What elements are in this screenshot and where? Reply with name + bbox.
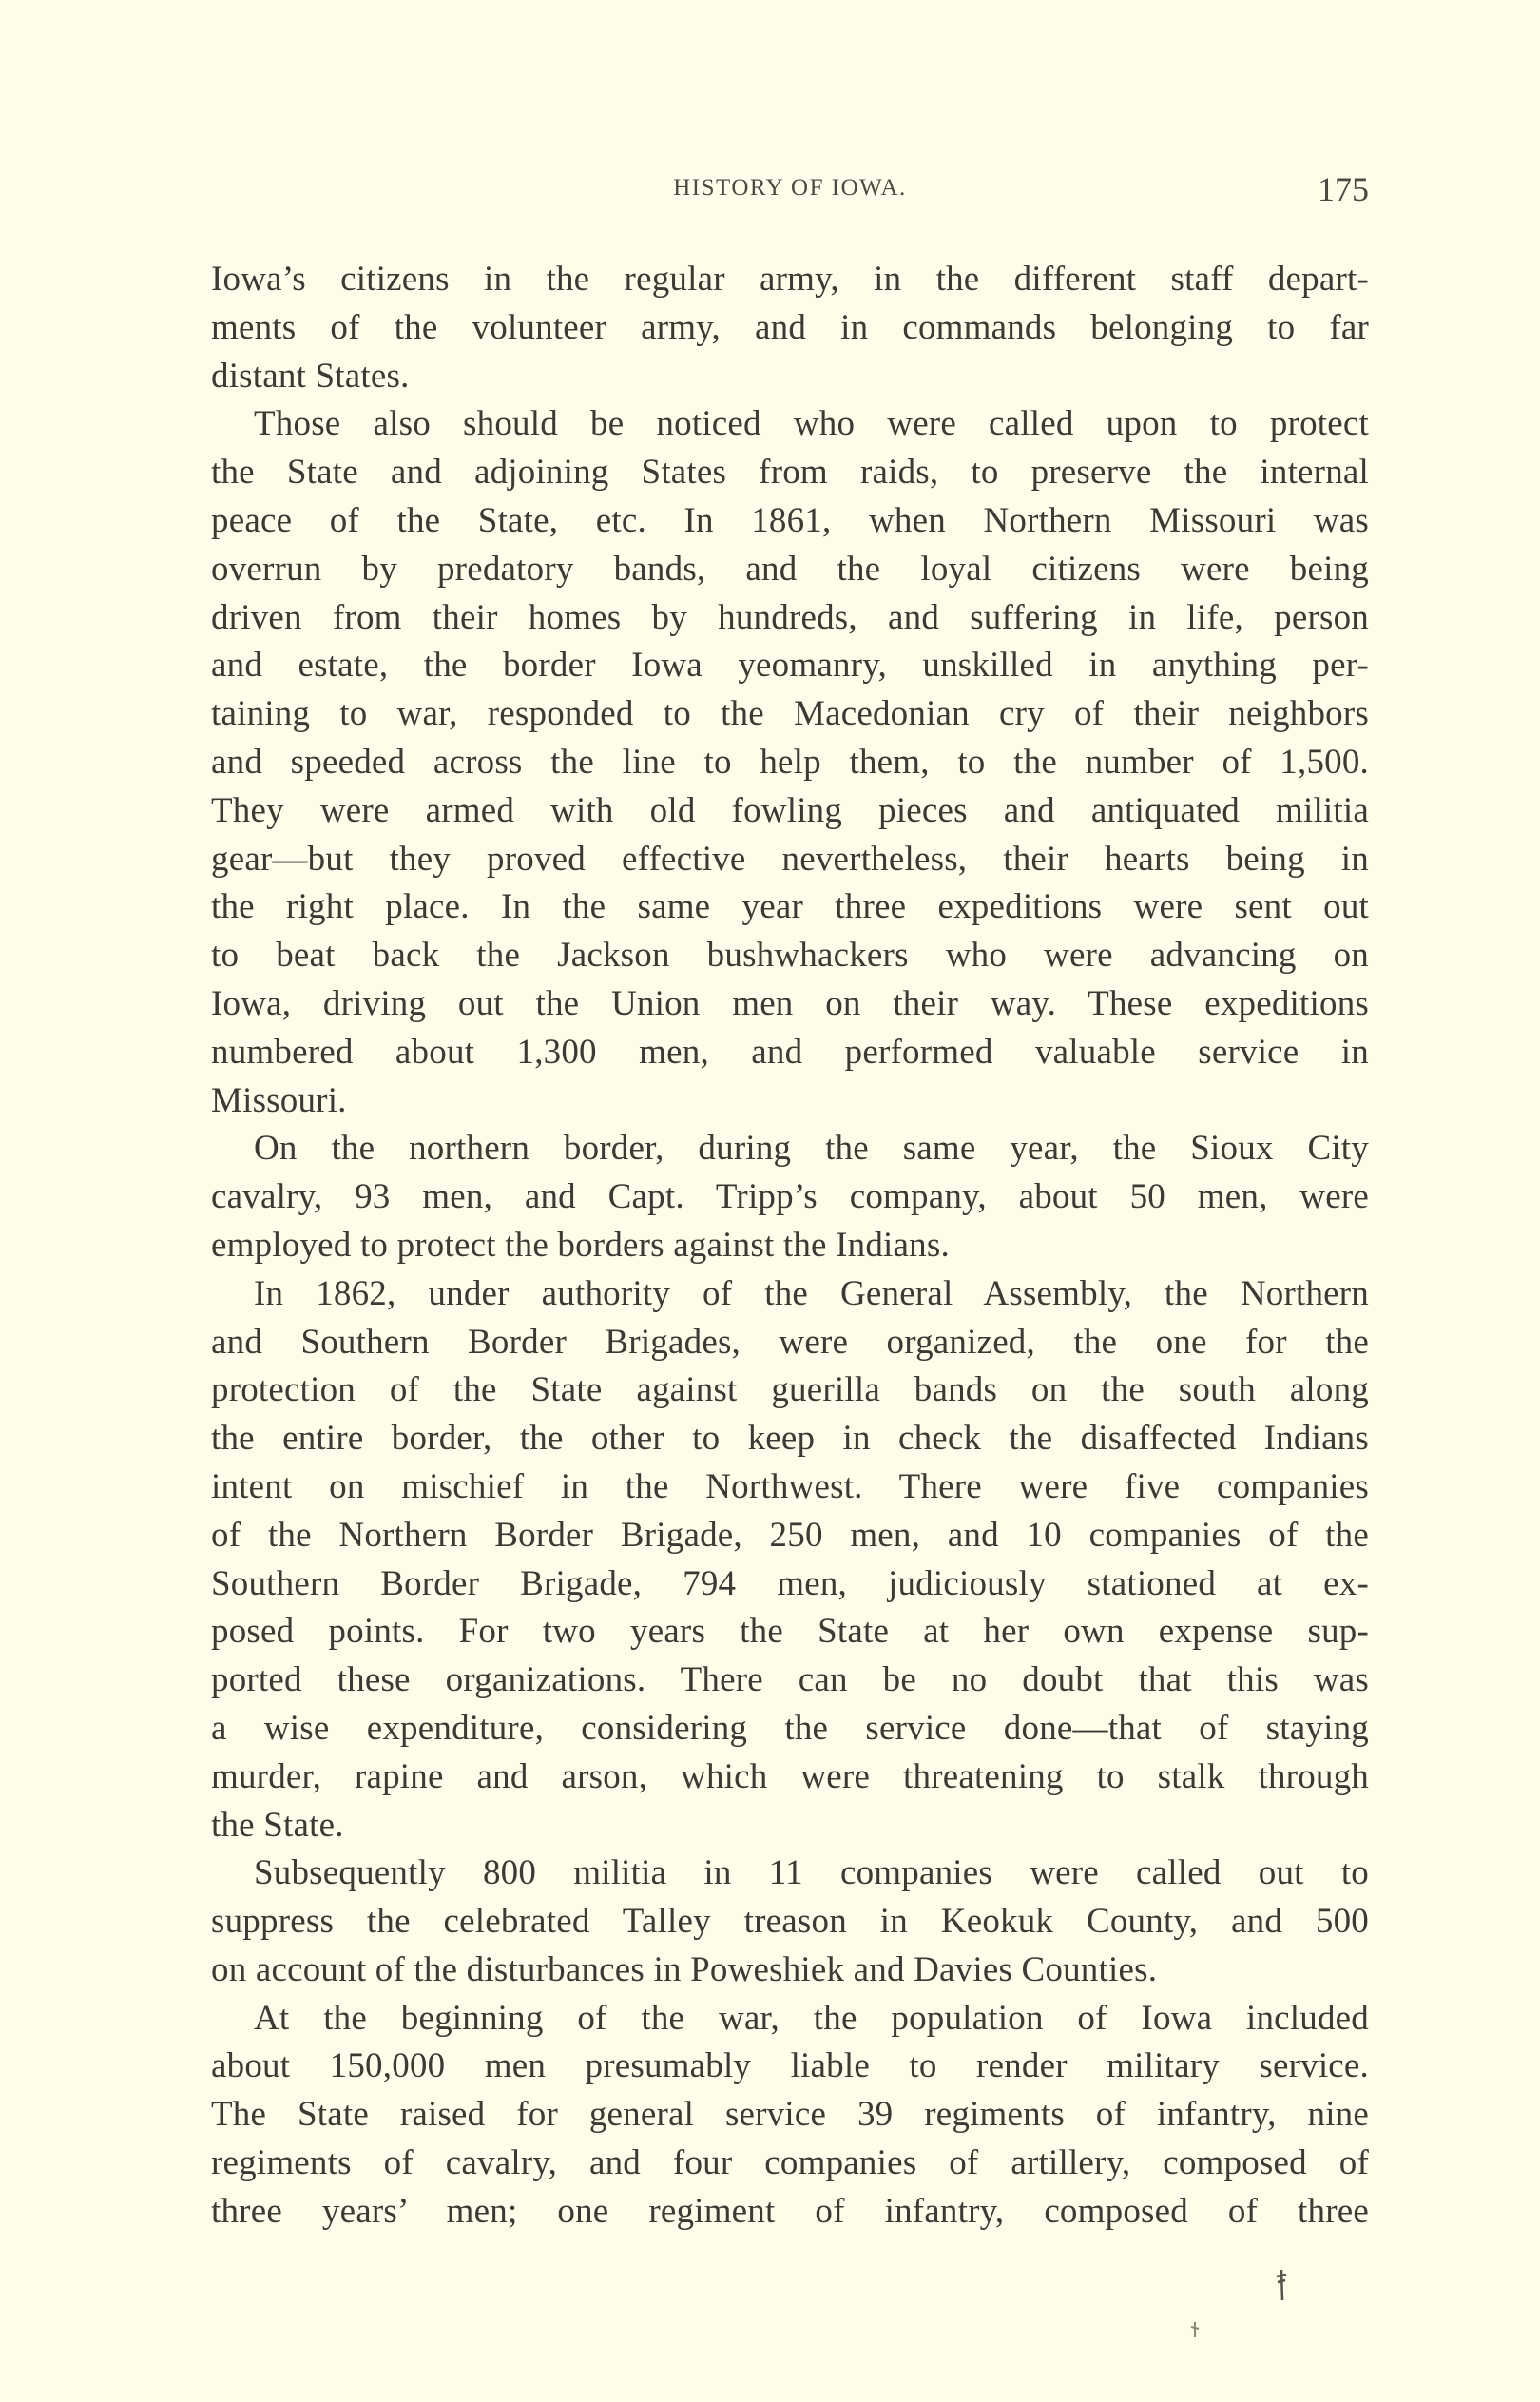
- paragraph: [211, 1850, 1369, 1994]
- text-line: regiments of cavalry, and four companies of artillery, composed of: [211, 2143, 1369, 2183]
- text-line: and estate, the border Iowa yeomanry, unskilled in anything per-: [211, 646, 1369, 686]
- text-line: ments of the volunteer army, and in commands belonging to far: [211, 307, 1369, 347]
- text-line: a wise expenditure, considering the service done—that of staying: [211, 1708, 1369, 1748]
- text-line: overrun by predatory bands, and the loyal citizens were being: [211, 549, 1369, 589]
- text-line: Southern Border Brigade, 794 men, judiciously stationed at ex-: [211, 1563, 1369, 1603]
- text-line: They were armed with old fowling pieces and antiquated militia: [211, 790, 1369, 830]
- paragraph: [211, 400, 1369, 1125]
- text-line: gear—but they proved effective nevertheless, their hearts being in: [211, 839, 1369, 879]
- text-line: Subsequently 800 militia in 11 companies were called out to: [254, 1853, 1369, 1893]
- text-line: protection of the State against guerilla bands on the south along: [211, 1370, 1369, 1410]
- text-line: driven from their homes by hundreds, and suffering in life, person: [211, 597, 1369, 637]
- text-line: on account of the disturbances in Poweshiek and Davies Counties.: [211, 1949, 1158, 1989]
- page-header: [211, 169, 1369, 211]
- paragraph: [211, 256, 1369, 400]
- text-line: and speeded across the line to help them, to the number of 1,500.: [211, 742, 1369, 782]
- text-line: Missouri.: [211, 1080, 347, 1120]
- text-line: Iowa, driving out the Union men on their way. These expeditions: [211, 983, 1369, 1023]
- body-text: [211, 256, 1369, 2237]
- paragraph: [211, 1125, 1369, 1269]
- text-line: cavalry, 93 men, and Capt. Tripp’s company, about 50 men, were: [211, 1177, 1369, 1217]
- text-line: murder, rapine and arson, which were threatening to stalk through: [211, 1756, 1369, 1796]
- text-line: taining to war, responded to the Macedonian cry of their neighbors: [211, 694, 1369, 734]
- text-line: suppress the celebrated Talley treason in Keokuk County, and 500: [211, 1902, 1369, 1942]
- paragraph: [211, 1995, 1369, 2237]
- text-line: about 150,000 men presumably liable to render military service.: [211, 2046, 1369, 2086]
- paragraph: [211, 1270, 1369, 1850]
- text-line: Iowa’s citizens in the regular army, in the different staff depart-: [211, 260, 1369, 299]
- text-line: the State.: [211, 1805, 344, 1845]
- text-line: the right place. In the same year three expeditions were sent out: [211, 887, 1369, 927]
- text-line: peace of the State, etc. In 1861, when Northern Missouri was: [211, 500, 1369, 540]
- text-line: posed points. For two years the State at her own expense sup-: [211, 1612, 1369, 1652]
- text-line: of the Northern Border Brigade, 250 men, and 10 companies of the: [211, 1515, 1369, 1555]
- text-line: employed to protect the borders against the Indians.: [211, 1225, 950, 1265]
- text-line: distant States.: [211, 356, 410, 396]
- text-line: ported these organizations. There can be no doubt that this was: [211, 1660, 1369, 1700]
- text-line: three years’ men; one regiment of infantry, composed of three: [211, 2191, 1369, 2231]
- ink-speck-mark: [1274, 2268, 1289, 2302]
- ink-speck-mark: [1189, 2320, 1201, 2339]
- text-line: On the northern border, during the same year, the Sioux City: [254, 1129, 1369, 1169]
- text-line: and Southern Border Brigades, were organized, the one for the: [211, 1322, 1369, 1362]
- text-line: to beat back the Jackson bushwhackers who were advancing on: [211, 936, 1369, 976]
- text-line: intent on mischief in the Northwest. There were five companies: [211, 1466, 1369, 1506]
- text-line: the State and adjoining States from raids, to preserve the internal: [211, 453, 1369, 493]
- text-line: At the beginning of the war, the population of Iowa included: [254, 1998, 1369, 2038]
- text-line: The State raised for general service 39 regiments of infantry, nine: [211, 2095, 1369, 2135]
- running-title: HISTORY OF IOWA.: [673, 175, 907, 201]
- page-number: 175: [1318, 170, 1369, 208]
- text-line: Those also should be noticed who were called upon to protect: [254, 404, 1369, 444]
- text-line: the entire border, the other to keep in check the disaffected Indians: [211, 1419, 1369, 1459]
- text-line: numbered about 1,300 men, and performed valuable service in: [211, 1032, 1369, 1072]
- text-line: In 1862, under authority of the General Assembly, the Northern: [254, 1273, 1369, 1313]
